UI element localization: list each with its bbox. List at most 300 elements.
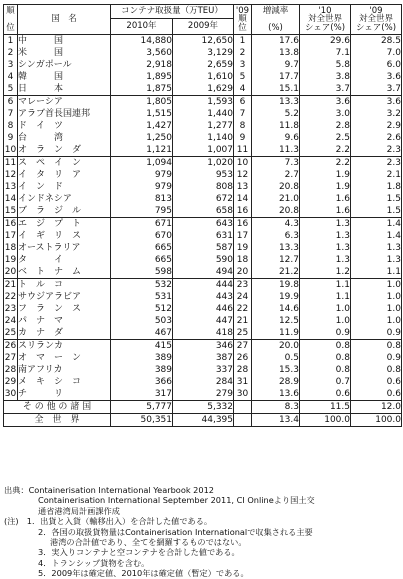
growth-rate-cell: 15.3 (252, 364, 300, 376)
share-2009-cell: 2.3 (351, 144, 402, 157)
rank-2009-cell: 2 (234, 47, 252, 59)
share-2009-cell: 1.0 (351, 291, 402, 303)
volume-2009-cell: 672 (173, 193, 234, 205)
country-cell: オーストラリア (18, 242, 111, 254)
country-cell: パ ナ マ (18, 315, 111, 327)
country-cell: 日 本 (18, 83, 111, 96)
share-2010-cell: 5.8 (300, 59, 351, 71)
rank-cell: 13 (4, 181, 17, 192)
volume-2009-cell: 284 (173, 376, 234, 388)
rank-cell: 30 (4, 388, 17, 399)
rank-2009-cell: 23 (234, 279, 252, 292)
volume-2010-cell: 813 (111, 193, 173, 205)
country-cell: ベ ト ナ ム (18, 266, 111, 279)
share-2009-cell: 6.0 (351, 59, 402, 71)
rank-2009-cell: 10 (234, 157, 252, 170)
volume-2010-cell: 979 (111, 169, 173, 181)
others-2010: 5,777 (111, 401, 173, 414)
rank-2009-cell: 11 (234, 144, 252, 157)
table-row (4, 352, 402, 364)
table-row (4, 35, 402, 48)
note-line: (注) 1．出貨と入貨（輸移出入）を合計した値である。 (4, 516, 213, 527)
table-row (4, 254, 402, 266)
rank-cell: 27 (4, 352, 17, 363)
rank-2009-cell: 16 (234, 205, 252, 218)
share-2010-cell: 0.8 (300, 364, 351, 376)
growth-rate-cell: 28.9 (252, 376, 300, 388)
rank-cell: 20 (4, 266, 17, 277)
volume-2010-cell: 366 (111, 376, 173, 388)
country-cell: フ ラ ン ス (18, 303, 111, 315)
world-rank09 (234, 414, 252, 427)
country-cell: ト ル コ (18, 279, 111, 292)
rank-cell: 5 (4, 83, 18, 96)
table-row (4, 303, 402, 315)
volume-2009-cell: 443 (173, 291, 234, 303)
share-2010-cell: 1.3 (300, 254, 351, 266)
rank-2009-cell: 21 (234, 315, 252, 327)
volume-2010-cell: 415 (111, 340, 173, 353)
country-cell: アラブ首長国連邦 (18, 108, 111, 120)
rank-cell: 8 (4, 120, 18, 132)
volume-2010-cell: 14,880 (111, 35, 173, 48)
world-2010: 50,351 (111, 414, 173, 427)
share-2009-cell: 1.0 (351, 303, 402, 315)
volume-2010-cell: 1,895 (111, 71, 173, 83)
growth-rate-cell: 5.2 (252, 108, 300, 120)
rank-cell: 3 (4, 59, 18, 71)
growth-rate-cell: 0.5 (252, 352, 300, 364)
source-line: Containerisation International September 2011, CI Onlineより国土交 (38, 495, 315, 506)
world-growth: 13.4 (252, 414, 300, 427)
table-body (4, 35, 402, 401)
table-row (4, 132, 402, 144)
volume-2010-cell: 2,918 (111, 59, 173, 71)
rank-cell: 17 (4, 230, 17, 241)
note-line: 港湾の合計値であり、全てを網羅するものではない。 (50, 537, 247, 548)
volume-2009-cell: 494 (173, 266, 234, 279)
volume-2009-cell: 1,140 (173, 132, 234, 144)
country-cell: 米 国 (18, 47, 111, 59)
volume-2010-cell: 1,427 (111, 120, 173, 132)
growth-rate-cell: 15.1 (252, 83, 300, 96)
country-cell: オ マ ー ン (18, 352, 111, 364)
share-2009-cell: 2.9 (351, 120, 402, 132)
volume-2010-cell: 795 (111, 205, 173, 218)
rank-cell: 10 (4, 144, 17, 155)
rank-2009-cell: 18 (234, 254, 252, 266)
table-row (4, 376, 402, 388)
share10-header: '10 対全世界 シェア(%) (300, 5, 351, 35)
volume-2009-cell: 1,629 (173, 83, 234, 96)
rank-cell: 12 (4, 169, 17, 180)
table-row (4, 364, 402, 376)
volume-2009-cell: 1,277 (173, 120, 234, 132)
table-row (4, 315, 402, 327)
others-rank09 (234, 401, 252, 414)
country-cell: タ イ (18, 254, 111, 266)
volume-2009-cell: 2,659 (173, 59, 234, 71)
share-2010-cell: 0.6 (300, 388, 351, 401)
volume-2009-cell: 387 (173, 352, 234, 364)
country-cell: カ ナ ダ (18, 327, 111, 340)
share-2010-cell: 3.0 (300, 108, 351, 120)
share-2010-cell: 1.6 (300, 193, 351, 205)
table-row (4, 291, 402, 303)
table-row (4, 59, 402, 71)
year-2010-header: 2010年 (111, 19, 173, 35)
growth-rate-cell: 4.3 (252, 218, 300, 231)
rank-2009-cell: 25 (234, 327, 252, 340)
share-2010-cell: 3.6 (300, 96, 351, 109)
volume-2009-cell: 808 (173, 181, 234, 193)
rank-2009-cell: 20 (234, 266, 252, 279)
world-share09: 100.0 (351, 414, 402, 427)
volume-2010-cell: 531 (111, 291, 173, 303)
volume-2010-cell: 1,805 (111, 96, 173, 109)
country-cell: イ タ リ ア (18, 169, 111, 181)
table-row (4, 230, 402, 242)
rank-cell: 26 (4, 340, 17, 351)
share-2009-cell: 1.4 (351, 218, 402, 231)
rank-2009-cell: 12 (234, 169, 252, 181)
growth-rate-cell: 13.3 (252, 96, 300, 109)
volume-2010-cell: 389 (111, 364, 173, 376)
country-cell: オ ラ ン ダ (18, 144, 111, 157)
table-row (4, 193, 402, 205)
growth-rate-cell: 9.6 (252, 132, 300, 144)
share-2009-cell: 2.3 (351, 157, 402, 170)
note-line: 5．2009年は確定値、2010年は確定値（暫定）である。 (38, 568, 249, 579)
share-2010-cell: 1.3 (300, 218, 351, 231)
share-2010-cell: 2.5 (300, 132, 351, 144)
rank-2009-cell: 17 (234, 230, 252, 242)
volume-2010-cell: 598 (111, 266, 173, 279)
growth-rate-cell: 11.8 (252, 120, 300, 132)
others-share09: 12.0 (351, 401, 402, 414)
rank-2009-cell: 30 (234, 388, 252, 401)
world-row (4, 414, 402, 427)
volume-2010-cell: 1,875 (111, 83, 173, 96)
rank-2009-cell: 7 (234, 108, 252, 120)
rank-cell: 6 (4, 96, 18, 109)
rank-cell: 1 (4, 35, 18, 48)
others-share10: 11.5 (300, 401, 351, 414)
note-line: 2．各国の取扱貨物量はContainerisation Internationalで収集される主要 (38, 526, 313, 537)
country-cell: 韓 国 (18, 71, 111, 83)
share-2010-cell: 0.7 (300, 376, 351, 388)
share-2010-cell: 29.6 (300, 35, 351, 48)
growth-header: 増減率 (%) (252, 5, 300, 35)
volume-2009-cell: 447 (173, 315, 234, 327)
share-2009-cell: 28.5 (351, 35, 402, 48)
rank-cell: 29 (4, 376, 17, 387)
growth-rate-cell: 20.8 (252, 205, 300, 218)
rank-cell: 28 (4, 364, 17, 375)
world-label: 全 世 界 (4, 414, 111, 427)
growth-rate-cell: 12.7 (252, 254, 300, 266)
share-2009-cell: 0.9 (351, 352, 402, 364)
table-header (4, 5, 402, 35)
world-share10: 100.0 (300, 414, 351, 427)
growth-rate-cell: 6.3 (252, 230, 300, 242)
volume-2009-cell: 444 (173, 279, 234, 292)
rank-2009-cell: 14 (234, 193, 252, 205)
rank-2009-cell: 3 (234, 59, 252, 71)
growth-rate-cell: 17.6 (252, 35, 300, 48)
year-2009-header: 2009年 (173, 19, 234, 35)
rank-cell: 15 (4, 205, 17, 216)
share-2010-cell: 2.2 (300, 144, 351, 157)
country-cell: イ ギ リ ス (18, 230, 111, 242)
table-row (4, 388, 402, 401)
share-2009-cell: 1.4 (351, 230, 402, 242)
growth-rate-cell: 11.3 (252, 144, 300, 157)
share-2010-cell: 0.9 (300, 327, 351, 340)
others-2009: 5,332 (173, 401, 234, 414)
country-cell: ド イ ツ (18, 120, 111, 132)
table-row (4, 47, 402, 59)
table-row (4, 120, 402, 132)
volume-2010-cell: 979 (111, 181, 173, 193)
country-cell: マレーシア (18, 96, 111, 109)
volume-2010-cell: 670 (111, 230, 173, 242)
table-row (4, 144, 402, 157)
rank-cell: 25 (4, 327, 17, 338)
volume-2010-cell: 317 (111, 388, 173, 401)
growth-rate-cell: 14.6 (252, 303, 300, 315)
country-cell: イ ン ド (18, 181, 111, 193)
rank-2009-cell: 5 (234, 71, 252, 83)
rank-cell: 19 (4, 254, 17, 265)
country-cell: 中 国 (18, 35, 111, 48)
rank-cell: 7 (4, 108, 18, 120)
table-row (4, 83, 402, 96)
volume-2009-cell: 337 (173, 364, 234, 376)
share-2009-cell: 1.0 (351, 279, 402, 292)
volume-2010-cell: 467 (111, 327, 173, 340)
volume-2009-cell: 346 (173, 340, 234, 353)
growth-rate-cell: 12.5 (252, 315, 300, 327)
rank-2009-cell: 22 (234, 303, 252, 315)
growth-rate-cell: 11.9 (252, 327, 300, 340)
rank-2009-cell: 13 (234, 181, 252, 193)
share-2010-cell: 3.8 (300, 71, 351, 83)
share-2009-cell: 3.7 (351, 83, 402, 96)
share09-header: '09 対全世界 シェア(%) (351, 5, 402, 35)
country-cell: チ リ (18, 388, 111, 401)
share-2010-cell: 1.9 (300, 169, 351, 181)
country-cell: サウジアラビア (18, 291, 111, 303)
rank-2009-cell: 27 (234, 340, 252, 353)
country-cell: インドネシア (18, 193, 111, 205)
notes (4, 485, 400, 579)
rank-cell: 11 (4, 157, 17, 168)
share-2009-cell: 2.6 (351, 132, 402, 144)
share-2009-cell: 3.2 (351, 108, 402, 120)
volume-2010-cell: 1,250 (111, 132, 173, 144)
source-line: 通省港湾局計画課作成 (38, 505, 120, 516)
rank-cell: 21 (4, 279, 17, 290)
table-row (4, 279, 402, 292)
volume-2009-cell: 643 (173, 218, 234, 231)
table-row (4, 205, 402, 218)
share-2009-cell: 1.1 (351, 266, 402, 279)
share-2010-cell: 1.6 (300, 205, 351, 218)
note-line: 4．トランシップ貨物を含む。 (38, 557, 150, 568)
volume-2009-cell: 3,129 (173, 47, 234, 59)
volume-2009-cell: 418 (173, 327, 234, 340)
share-2010-cell: 1.3 (300, 242, 351, 254)
growth-rate-cell: 20.8 (252, 181, 300, 193)
table-row (4, 266, 402, 279)
growth-rate-cell: 9.7 (252, 59, 300, 71)
share-2009-cell: 0.8 (351, 340, 402, 353)
volume-2009-cell: 587 (173, 242, 234, 254)
volume-2009-cell: 590 (173, 254, 234, 266)
volume-2010-cell: 671 (111, 218, 173, 231)
share-2010-cell: 1.9 (300, 181, 351, 193)
world-2009: 44,395 (173, 414, 234, 427)
share-2010-cell: 2.2 (300, 157, 351, 170)
share-2009-cell: 1.0 (351, 315, 402, 327)
share-2009-cell: 1.3 (351, 254, 402, 266)
volume-2009-cell: 1,610 (173, 71, 234, 83)
rank-cell: 16 (4, 218, 17, 229)
volume-2009-cell: 1,020 (173, 157, 234, 170)
volume-2010-cell: 665 (111, 254, 173, 266)
rank-cell: 24 (4, 315, 17, 326)
rank-cell: 18 (4, 242, 17, 253)
share-2009-cell: 3.6 (351, 71, 402, 83)
table-row (4, 327, 402, 340)
volume-2010-cell: 1,094 (111, 157, 173, 170)
share-2010-cell: 1.0 (300, 303, 351, 315)
volume-2010-cell: 1,121 (111, 144, 173, 157)
rank-cell: 14 (4, 193, 17, 204)
rank-cell: 2 (4, 47, 18, 59)
volume-2010-cell: 665 (111, 242, 173, 254)
rank-2009-cell: 4 (234, 83, 252, 96)
table-row (4, 169, 402, 181)
share-2010-cell: 1.1 (300, 279, 351, 292)
share-2010-cell: 1.3 (300, 230, 351, 242)
source-line: 出典：Containerisation International Yearbook 2012 (4, 485, 215, 495)
note-line: 3．実入りコンテナと空コンテナを合計した値である。 (38, 547, 240, 558)
country-header: 国 名 (18, 5, 111, 35)
rank-2009-cell: 8 (234, 120, 252, 132)
others-row (4, 401, 402, 414)
country-cell: エ ジ プ ト (18, 218, 111, 231)
share-2009-cell: 2.1 (351, 169, 402, 181)
volume-2009-cell: 12,650 (173, 35, 234, 48)
volume-2010-cell: 3,560 (111, 47, 173, 59)
rank-2009-cell: 28 (234, 364, 252, 376)
growth-rate-cell: 19.9 (252, 291, 300, 303)
share-2009-cell: 0.6 (351, 376, 402, 388)
table-row (4, 108, 402, 120)
country-cell: メ キ シ コ (18, 376, 111, 388)
volume-2009-cell: 446 (173, 303, 234, 315)
share-2010-cell: 1.2 (300, 266, 351, 279)
rank-2009-cell: 1 (234, 35, 252, 48)
rank-2009-cell: 26 (234, 352, 252, 364)
share-2009-cell: 0.8 (351, 364, 402, 376)
volume-2010-cell: 503 (111, 315, 173, 327)
others-growth: 8.3 (252, 401, 300, 414)
rank-2009-cell: 16 (234, 218, 252, 231)
rank-2009-cell: 19 (234, 242, 252, 254)
share-2009-cell: 0.6 (351, 388, 402, 401)
share-2010-cell: 7.1 (300, 47, 351, 59)
rank-cell: 23 (4, 303, 17, 314)
rank-2009-cell: 24 (234, 291, 252, 303)
volume-2009-cell: 1,593 (173, 96, 234, 109)
volume-2010-cell: 532 (111, 279, 173, 292)
growth-rate-cell: 13.3 (252, 242, 300, 254)
country-cell: ブ ラ ジ ル (18, 205, 111, 218)
share-2009-cell: 1.5 (351, 205, 402, 218)
rank-2009-cell: 6 (234, 96, 252, 109)
country-cell: ス ペ イ ン (18, 157, 111, 170)
growth-rate-cell: 21.0 (252, 193, 300, 205)
rank09-header: '09 順 位 (234, 5, 252, 35)
country-cell: 台 湾 (18, 132, 111, 144)
rank-2009-cell: 9 (234, 132, 252, 144)
volume-2010-cell: 512 (111, 303, 173, 315)
share-2010-cell: 1.1 (300, 291, 351, 303)
table-row (4, 340, 402, 353)
table-row (4, 157, 402, 170)
growth-rate-cell: 13.6 (252, 388, 300, 401)
share-2010-cell: 2.8 (300, 120, 351, 132)
growth-rate-cell: 20.0 (252, 340, 300, 353)
rank-2009-cell: 31 (234, 376, 252, 388)
volume-2009-cell: 1,440 (173, 108, 234, 120)
volume-2009-cell: 658 (173, 205, 234, 218)
table-row (4, 242, 402, 254)
volume-2010-cell: 389 (111, 352, 173, 364)
table-footer (4, 401, 402, 427)
volume-2009-cell: 1,007 (173, 144, 234, 157)
share-2009-cell: 1.5 (351, 193, 402, 205)
others-label: そ の 他 の 諸 国 (4, 401, 111, 414)
table-row (4, 71, 402, 83)
country-cell: シンガポール (18, 59, 111, 71)
volume-2009-cell: 279 (173, 388, 234, 401)
volume-2009-cell: 953 (173, 169, 234, 181)
volume-2009-cell: 631 (173, 230, 234, 242)
growth-rate-cell: 13.8 (252, 47, 300, 59)
growth-rate-cell: 7.3 (252, 157, 300, 170)
share-2009-cell: 3.6 (351, 96, 402, 109)
growth-rate-cell: 21.2 (252, 266, 300, 279)
volume-2010-cell: 1,515 (111, 108, 173, 120)
volume-header: コンテナ取扱量（万TEU） (111, 5, 234, 19)
share-2010-cell: 3.7 (300, 83, 351, 96)
rank-cell: 9 (4, 132, 18, 144)
table-row (4, 96, 402, 109)
table-row (4, 218, 402, 231)
country-cell: スリランカ (18, 340, 111, 353)
growth-rate-cell: 17.7 (252, 71, 300, 83)
share-2009-cell: 0.9 (351, 327, 402, 340)
share-2010-cell: 0.8 (300, 352, 351, 364)
rank-cell: 22 (4, 291, 17, 302)
growth-rate-cell: 19.8 (252, 279, 300, 292)
share-2010-cell: 1.0 (300, 315, 351, 327)
country-cell: 南アフリカ (18, 364, 111, 376)
